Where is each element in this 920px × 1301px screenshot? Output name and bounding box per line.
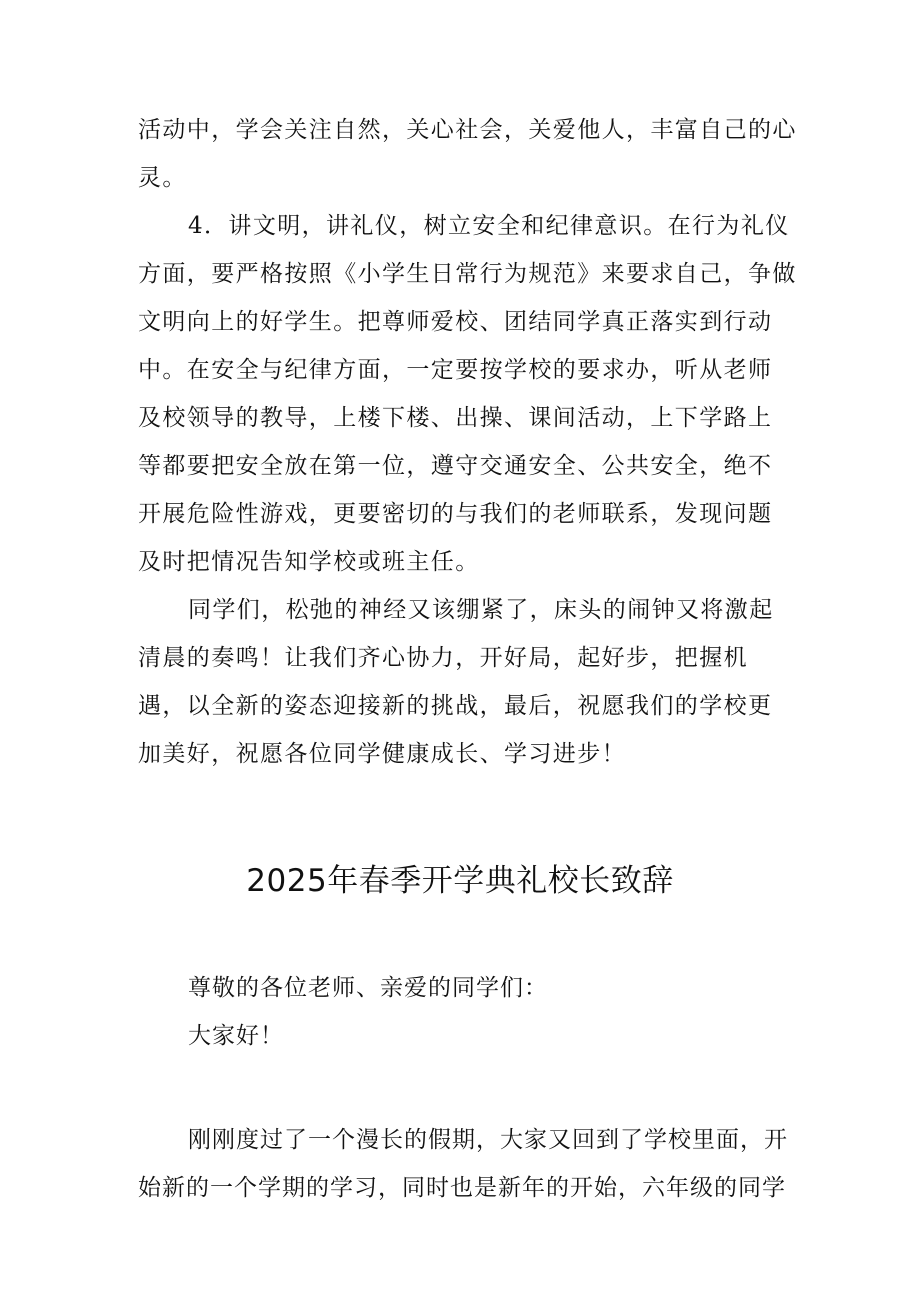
salutation-line: 大家好！ (188, 1023, 284, 1049)
text-line: 文明向上的好学生。把尊师爱校、团结同学真正落实到行动 (138, 309, 773, 335)
text-line: 及时把情况告知学校或班主任。 (138, 549, 480, 575)
text-line: 及校领导的教导，上楼下楼、出操、课间活动，上下学路上 (138, 405, 773, 431)
text-line: 方面，要严格按照《小学生日常行为规范》来要求自己，争做 (138, 261, 797, 287)
text-line: 4．讲文明，讲礼仪，树立安全和纪律意识。在行为礼仪 (188, 213, 790, 239)
text-line: 开展危险性游戏，更要密切的与我们的老师联系，发现问题 (138, 501, 773, 527)
text-line: 灵。 (138, 165, 187, 191)
text-line: 等都要把安全放在第一位，遵守交通安全、公共安全，绝不 (138, 453, 773, 479)
body-line: 始新的一个学期的学习，同时也是新年的开始，六年级的同学 (138, 1175, 786, 1201)
document-title: 2025年春季开学典礼校长致辞 (246, 863, 674, 899)
text-line: 遇，以全新的姿态迎接新的挑战，最后，祝愿我们的学校更 (138, 693, 773, 719)
body-line: 刚刚度过了一个漫长的假期，大家又回到了学校里面，开 (188, 1127, 788, 1153)
text-line: 中。在安全与纪律方面，一定要按学校的要求办，听从老师 (138, 357, 773, 383)
greeting-line: 尊敬的各位老师、亲爱的同学们： (188, 975, 548, 1001)
text-line: 活动中，学会关注自然，关心社会，关爱他人，丰富自己的心 (138, 117, 797, 143)
text-line: 清晨的奏鸣！让我们齐心协力，开好局，起好步，把握机 (138, 645, 748, 671)
text-line: 加美好，祝愿各位同学健康成长、学习进步！ (138, 741, 626, 767)
text-line: 同学们，松弛的神经又该绷紧了，床头的闹钟又将激起 (188, 597, 774, 623)
